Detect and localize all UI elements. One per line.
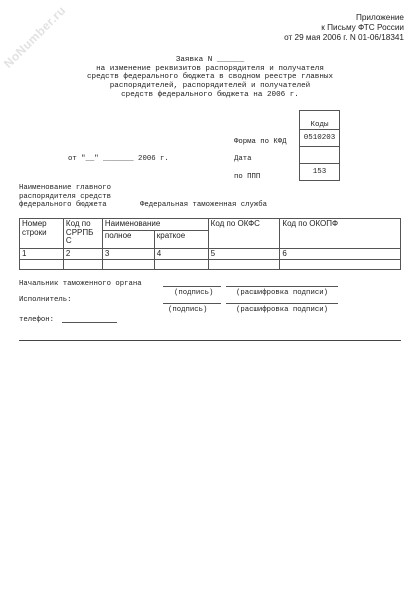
col-num-1: 1 <box>20 248 64 260</box>
title-line-1: Заявка N ______ <box>175 56 245 64</box>
form-code-value: 0510203 <box>300 130 340 147</box>
codes-table <box>299 110 340 181</box>
header-srrpbs-code: Код по СРРПБ С <box>63 219 102 249</box>
executor-signature-caption: (подпись) <box>168 306 208 314</box>
chief-signature-line <box>163 286 221 287</box>
main-manager-value: Федеральная таможенная служба <box>140 201 267 209</box>
ppp-code-value: 153 <box>300 164 340 181</box>
codes-header: Коды <box>300 111 340 130</box>
executor-label: Исполнитель: <box>19 296 72 304</box>
column-number-row <box>20 248 401 260</box>
main-manager-line-2: распорядителя средств <box>19 192 111 201</box>
col-num-2: 2 <box>63 248 102 260</box>
title-line-4: распорядителей, распорядителей и получателей <box>109 82 311 91</box>
header-row-number: Номер строки <box>20 219 64 249</box>
main-manager-line-3: федерального бюджета <box>19 201 107 209</box>
chief-decode-caption: (расшифровка подписи) <box>236 289 328 297</box>
main-manager-line-1: Наименование главного <box>19 184 111 192</box>
col-num-6: 6 <box>280 248 401 260</box>
header-name-full: полное <box>102 230 154 248</box>
phone-line <box>62 322 117 323</box>
title-line-3: средств федерального бюджета в сводном реестре главных <box>86 73 334 82</box>
document-title <box>30 56 390 100</box>
col-num-3: 3 <box>102 248 154 260</box>
header-okfs-code: Код по ОКФС <box>208 219 280 249</box>
chief-signature-caption: (подпись) <box>174 289 214 297</box>
executor-signature-line <box>163 303 221 304</box>
form-code-label: Форма по КФД <box>234 138 287 146</box>
col-num-4: 4 <box>154 248 208 260</box>
chief-decode-line <box>226 286 338 287</box>
header-okopf-code: Код по ОКОПФ <box>280 219 401 249</box>
watermark: NoNumber.ru <box>0 3 69 71</box>
appendix-header <box>204 13 404 43</box>
date-code-label: Дата <box>234 155 252 163</box>
chief-label: Начальник таможенного органа <box>19 280 142 288</box>
col-num-5: 5 <box>208 248 280 260</box>
title-line-5: средств федерального бюджета на 2006 г. <box>121 90 299 99</box>
title-line-2: на изменение реквизитов распорядителя и получателя <box>96 64 324 73</box>
appendix-line-2: к Письму ФТС России <box>321 23 404 32</box>
executor-decode-caption: (расшифровка подписи) <box>236 306 328 314</box>
appendix-line-1: Приложение <box>355 13 404 22</box>
bottom-separator <box>19 340 401 341</box>
appendix-line-3: от 29 мая 2006 г. N 01-06/18341 <box>284 33 404 42</box>
requisites-table <box>19 218 401 270</box>
header-name-short: краткое <box>154 230 208 248</box>
phone-label: телефон: <box>19 316 55 324</box>
header-name: Наименование <box>102 219 208 231</box>
date-code-value <box>300 147 340 164</box>
ppp-code-label: по ППП <box>234 173 261 181</box>
table-row <box>20 260 401 270</box>
main-manager-label <box>19 184 111 210</box>
executor-decode-line <box>226 303 338 304</box>
request-date: от "__" _______ 2006 г. <box>68 155 169 163</box>
